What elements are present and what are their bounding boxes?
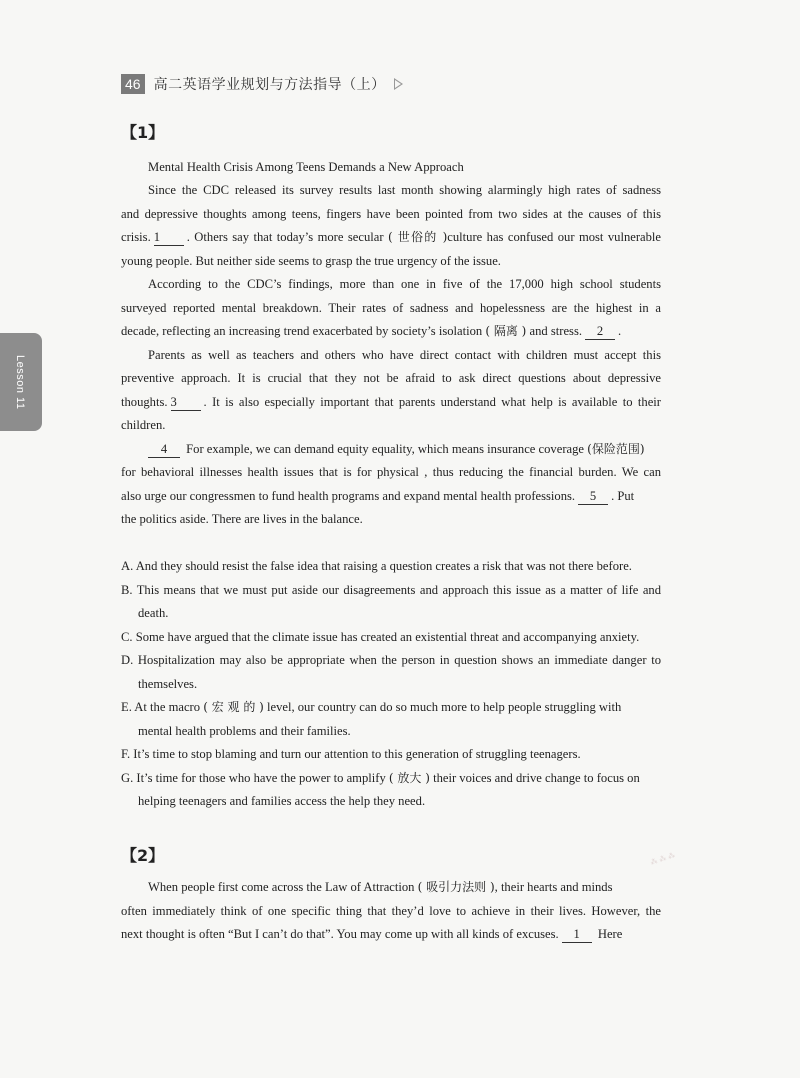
lesson-label: Lesson 11 <box>14 355 26 410</box>
p4-line2: for behavioral illnesses health issues that is for physical , thus reducing the financial burden. We can <box>121 465 661 479</box>
p1-line1: Since the CDC released its survey results last month showing alarmingly high rates of sadness <box>148 183 661 197</box>
page-number: 46 <box>121 74 145 94</box>
book-title: 高二英语学业规划与方法指导（上） <box>153 77 386 93</box>
p5-line1: When people first come across the Law of Attraction ( 吸引力法则 ), their hearts and minds <box>148 880 613 894</box>
section-label-1: 【1】 <box>121 123 165 142</box>
p2-line1: According to the CDC’s findings, more than one in five of the 17,000 high school students <box>148 277 661 291</box>
p2-line2: surveyed reported mental breakdown. Their rates of sadness and hopelessness are the highest in a <box>121 301 661 315</box>
option-g-line1: G. It’s time for those who have the power to amplify ( 放大 ) their voices and drive change to focus on <box>121 771 640 785</box>
p3-line2: preventive approach. It is crucial that they not be afraid to ask direct questions about depressive <box>121 371 661 385</box>
p3-line3: thoughts. 3 . It is also especially important that parents understand what help is available to their <box>121 395 661 409</box>
option-a: A. And they should resist the false idea that raising a question creates a risk that was not there before. <box>121 559 632 573</box>
blank-1: 1 <box>154 229 184 246</box>
p2-line3: decade, reflecting an increasing trend exacerbated by society’s isolation ( 隔离 ) and stress. 2 . <box>121 324 622 338</box>
p4-line3: also urge our congressmen to fund health programs and expand mental health professions. 5 . Put <box>121 489 635 503</box>
p4-line4: the politics aside. There are lives in the balance. <box>121 512 363 526</box>
p3-line1: Parents as well as teachers and others who have direct contact with children must accept this <box>148 348 661 362</box>
blank-p2-1: 1 <box>562 926 592 943</box>
p3-line4: children. <box>121 418 166 432</box>
option-g-line2: helping teenagers and families access the help they need. <box>138 794 426 808</box>
p1-line2: and depressive thoughts among teens, fingers have been pointed from two sides at the causes of this <box>121 207 661 221</box>
p4-line1: 4 For example, we can demand equity equality, which means insurance coverage (保险范围) <box>148 441 661 458</box>
watermark: ⁂ ⁂ ⁂ <box>649 851 677 867</box>
section-label-2: 【2】 <box>121 846 165 865</box>
blank-4: 4 <box>148 441 180 458</box>
option-b-line1: B. This means that we must put aside our disagreements and approach this issue as a matter of life and <box>121 583 661 597</box>
passage-title: Mental Health Crisis Among Teens Demands a New Approach <box>148 160 464 174</box>
blank-2: 2 <box>585 323 615 340</box>
p1-line3: crisis. 1 . Others say that today’s more secular ( 世俗的 )culture has confused our most vulnerable <box>121 230 661 244</box>
p5-line2: often immediately think of one specific thing that they’d love to achieve in their lives. However, the <box>121 904 661 918</box>
lesson-side-tab <box>0 333 42 431</box>
blank-5: 5 <box>578 488 608 505</box>
option-d-line1: D. Hospitalization may also be appropriate when the person in question shows an immediate danger to <box>121 653 661 667</box>
p1-line4: young people. But neither side seems to grasp the true urgency of the issue. <box>121 254 501 268</box>
blank-3: 3 <box>171 394 201 411</box>
page-header <box>121 74 403 94</box>
option-e-line2: mental health problems and their families. <box>138 724 351 738</box>
option-d-line2: themselves. <box>138 677 198 691</box>
option-e-line1: E. At the macro ( 宏 观 的 ) level, our country can do so much more to help people struggling with <box>121 700 622 714</box>
p5-line3: next thought is often “But I can’t do that”. You may come up with all kinds of excuses. 1 Here <box>121 927 623 941</box>
option-c: C. Some have argued that the climate issue has created an existential threat and accompanying anxiety. <box>121 630 640 644</box>
triangle-icon <box>394 78 403 90</box>
option-b-line2: death. <box>138 606 169 620</box>
option-f: F. It’s time to stop blaming and turn our attention to this generation of struggling teenagers. <box>121 747 581 761</box>
